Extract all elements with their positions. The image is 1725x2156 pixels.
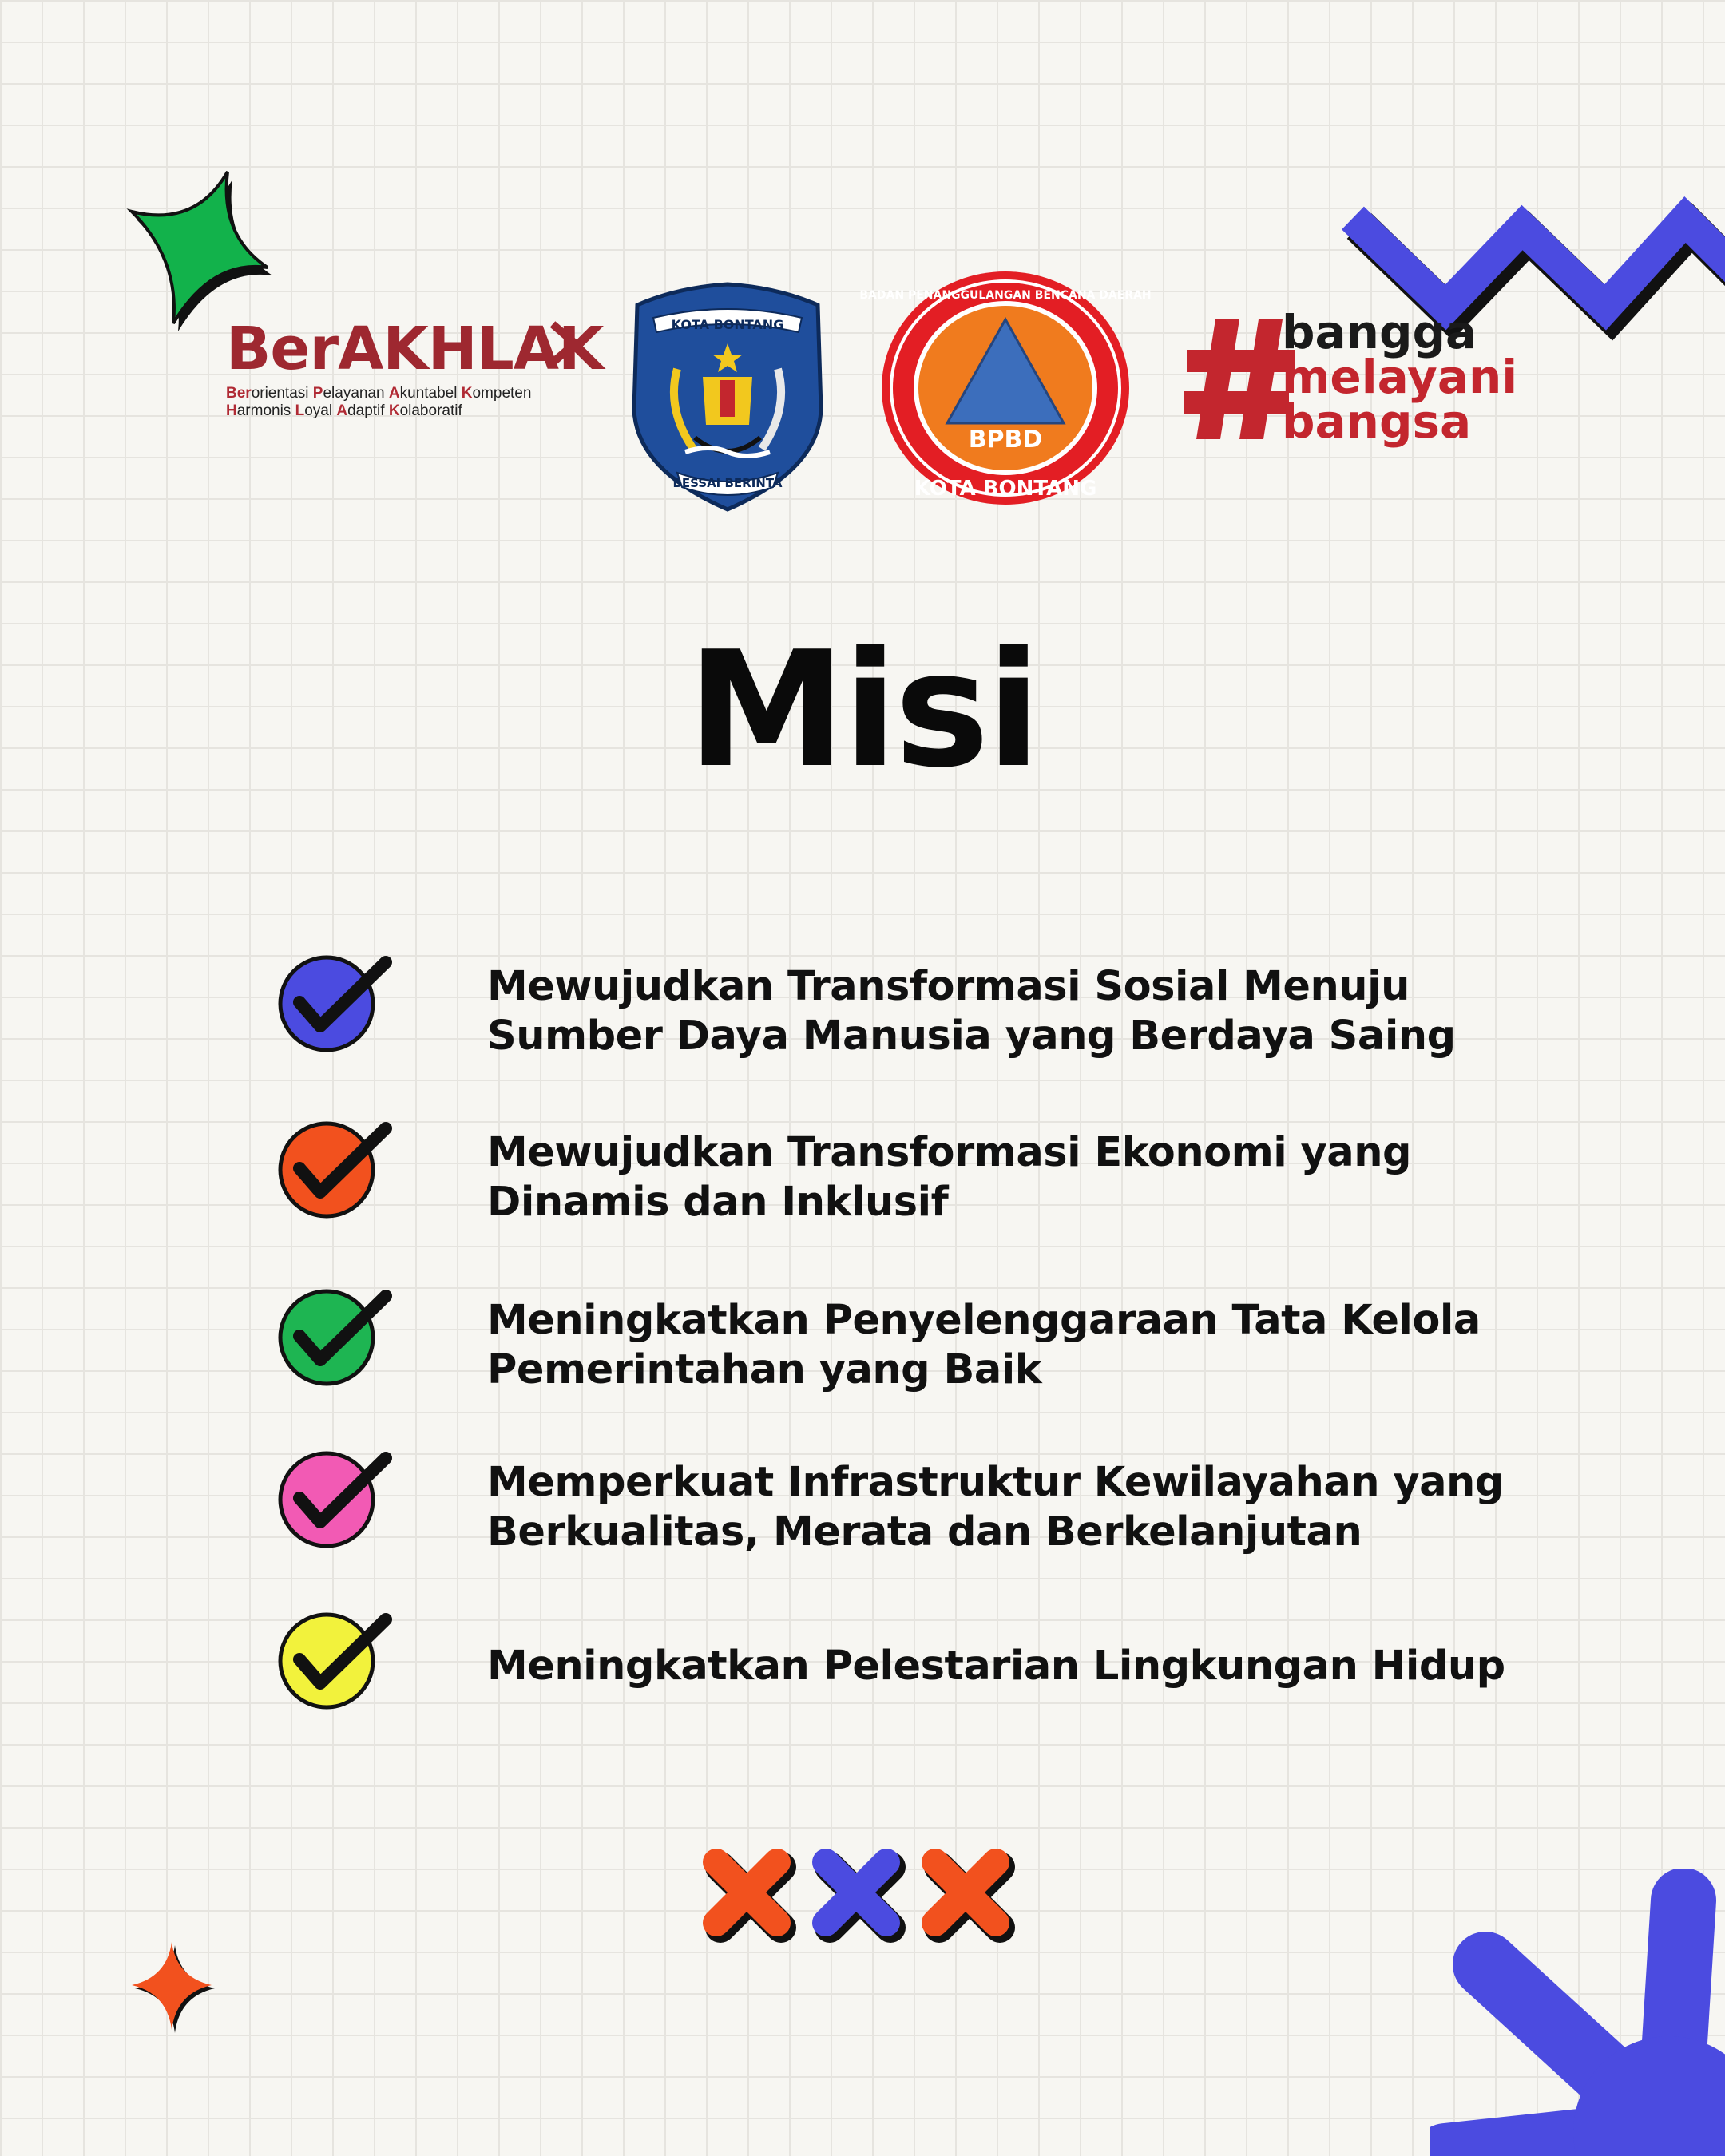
checkmark-circle-icon [276, 962, 395, 1061]
kota-bontang-crest [629, 281, 826, 513]
orange-sparkle-icon [132, 1942, 212, 2030]
bpbd-logo [859, 270, 1152, 509]
checkmark-circle-icon [276, 1458, 395, 1557]
mission-item [276, 1458, 1553, 1570]
asterisk-decoration-icon [1430, 1869, 1725, 2156]
page-title: Misi [687, 617, 1038, 803]
mission-item [276, 962, 1553, 1074]
x-marks-decoration [703, 1849, 1014, 1936]
tagline-word: kuntabel [399, 385, 462, 402]
x-mark-icon [716, 1862, 781, 1928]
tagline-initial: K [461, 385, 473, 402]
checkmark-circle-icon [276, 1128, 395, 1227]
mission-text: Meningkatkan Penyelenggaraan Tata Kelola Pemerintahan yang Baik [487, 1297, 1481, 1393]
checkmark-circle-icon [276, 1619, 395, 1718]
tagline-word: ompeten [472, 385, 532, 402]
bpbd-bottom-text: KOTA BONTANG [914, 477, 1097, 501]
tagline-word: oyal [304, 402, 337, 419]
berakhlak-logo [226, 315, 604, 420]
berakhlak-wordmark: BerAKHLAK [226, 315, 604, 383]
tagline-initial: A [336, 402, 348, 419]
bpbd-ring-text: BADAN PENANGGULANGAN BENCANA DAERAH [859, 289, 1152, 302]
tagline-word: olaboratif [399, 402, 462, 419]
tagline-initial: Ber [226, 385, 252, 402]
tagline-word: daptif [347, 402, 389, 419]
mission-text: Memperkuat Infrastruktur Kewilayahan yang Berkualitas, Merata dan Berkelanjutan [487, 1459, 1504, 1556]
mission-item [276, 1128, 1553, 1240]
mission-item [276, 1296, 1553, 1408]
hashtag-line1: bangga [1282, 305, 1477, 359]
mission-text: Meningkatkan Pelestarian Lingkungan Hidup [487, 1643, 1505, 1690]
hashtag-line2: melayani [1282, 350, 1518, 404]
bpbd-center-text: BPBD [968, 426, 1043, 454]
mission-text: Mewujudkan Transformasi Sosial Menuju Sumber Daya Manusia yang Berdaya Saing [487, 963, 1456, 1060]
berakhlak-tagline-line2 [226, 402, 577, 420]
tagline-initial: H [226, 402, 237, 419]
tagline-word: armonis [236, 402, 295, 419]
berakhlak-tagline [226, 385, 577, 420]
bangga-melayani-bangsa-text [1282, 305, 1518, 449]
green-sparkle-icon [132, 172, 276, 323]
hashtag-line3: bangsa [1282, 394, 1472, 449]
crest-bottom-text: BESSAI BERINTA [672, 476, 783, 490]
crest-top-text: KOTA BONTANG [671, 317, 784, 332]
hashtag-icon [1184, 311, 1295, 447]
berakhlak-tagline-line1 [226, 385, 577, 402]
chevron-right-icon [548, 321, 583, 366]
x-mark-icon [826, 1862, 890, 1928]
tagline-initial: K [388, 402, 400, 419]
checkmark-circle-icon [276, 1296, 395, 1395]
mission-text: Mewujudkan Transformasi Ekonomi yang Dinamis dan Inklusif [487, 1129, 1412, 1226]
tagline-initial: P [312, 385, 323, 402]
tagline-word: orientasi [251, 385, 313, 402]
tagline-initial: A [388, 385, 400, 402]
tagline-initial: L [295, 402, 305, 419]
tagline-word: elayanan [323, 385, 389, 402]
mission-item [276, 1619, 1553, 1731]
x-mark-icon [935, 1862, 1000, 1928]
